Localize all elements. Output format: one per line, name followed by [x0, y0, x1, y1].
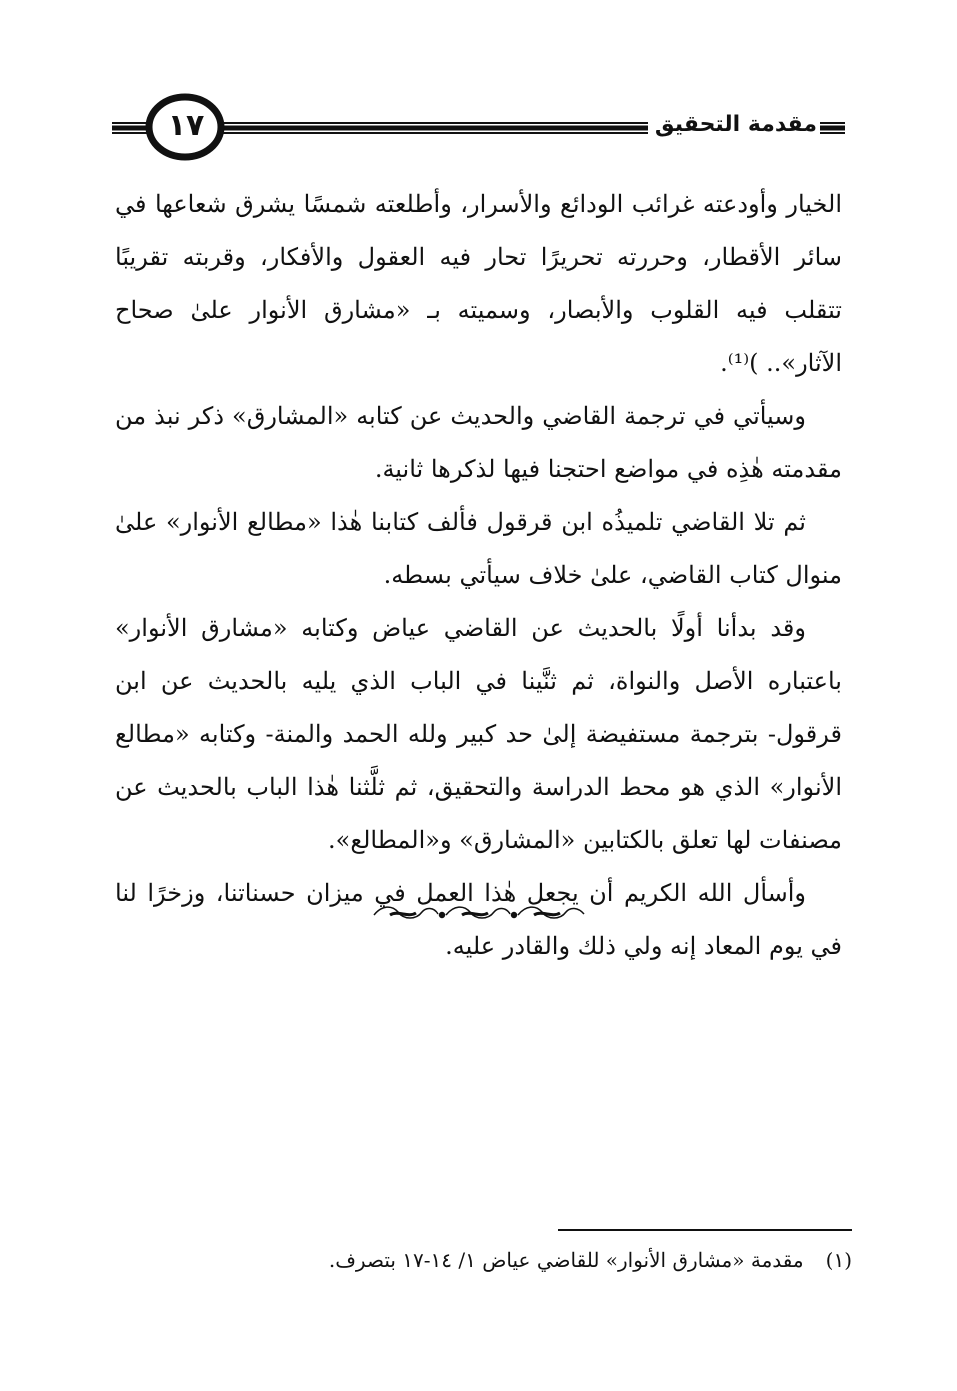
paragraph-1: الخيار وأودعته غرائب الودائع والأسرار، وأطلعته شمسًا يشرق شعاعها في سائر الأقطار، وحررته تحريرًا تحار فيه العقول والأفكار، وقربته تقريبًا تتقلب فيه القلوب والأبصار، وسميته بـ «مشارق الأنوار علىٰ صحاح الآثار».. )⁽¹⁾. — [115, 190, 842, 377]
footnote — [329, 1248, 852, 1272]
footnote-number: (١) — [825, 1248, 852, 1272]
paragraph-2: وسيأتي في ترجمة القاضي والحديث عن كتابه «المشارق» ذكر نبذ من مقدمته هٰذِه في مواضع احتجنا فيها لذكرها ثانية. — [115, 402, 842, 483]
header-rule-ornament — [0, 0, 957, 180]
paragraph-4: وقد بدأنا أولًا بالحديث عن القاضي عياض وكتابه «مشارق الأنوار» باعتباره الأصل والنواة، ثم ثنَّينا في الباب الذي يليه بالحديث عن ابن قرقول- بترجمة مستفيضة إلىٰ حد كبير ولله الحمد والمنة- وكتابه «مطالع الأنوار» الذي هو محط الدراسة والتحقيق، ثم ثلَّثنا هٰذا الباب بالحديث عن مصنفات لها تعلق بالكتابين «المشارق» و«المطالع». — [115, 614, 842, 854]
paragraph-3: ثم تلا القاضي تلميذُه ابن قرقول فألف كتابنا هٰذا «مطالع الأنوار» علىٰ منوال كتاب القاضي، علىٰ خلاف سيأتي بسطه. — [115, 508, 842, 589]
footnote-text: مقدمة «مشارق الأنوار» للقاضي عياض ١/ ١٤-١٧ بتصرف. — [328, 1248, 804, 1272]
page-header — [0, 0, 957, 180]
footnote-separator — [558, 1229, 852, 1231]
page-number: ١٧ — [167, 108, 205, 143]
running-header-title: مقدمة التحقيق — [654, 112, 817, 137]
paragraph-5: وأسأل الله الكريم أن يجعل هٰذا العمل في ميزان حسناتنا، وزخرًا لنا في يوم المعاد إنه ولي ذلك والقادر عليه. — [115, 879, 842, 960]
section-end-ornament — [368, 900, 592, 930]
main-text — [115, 178, 842, 973]
